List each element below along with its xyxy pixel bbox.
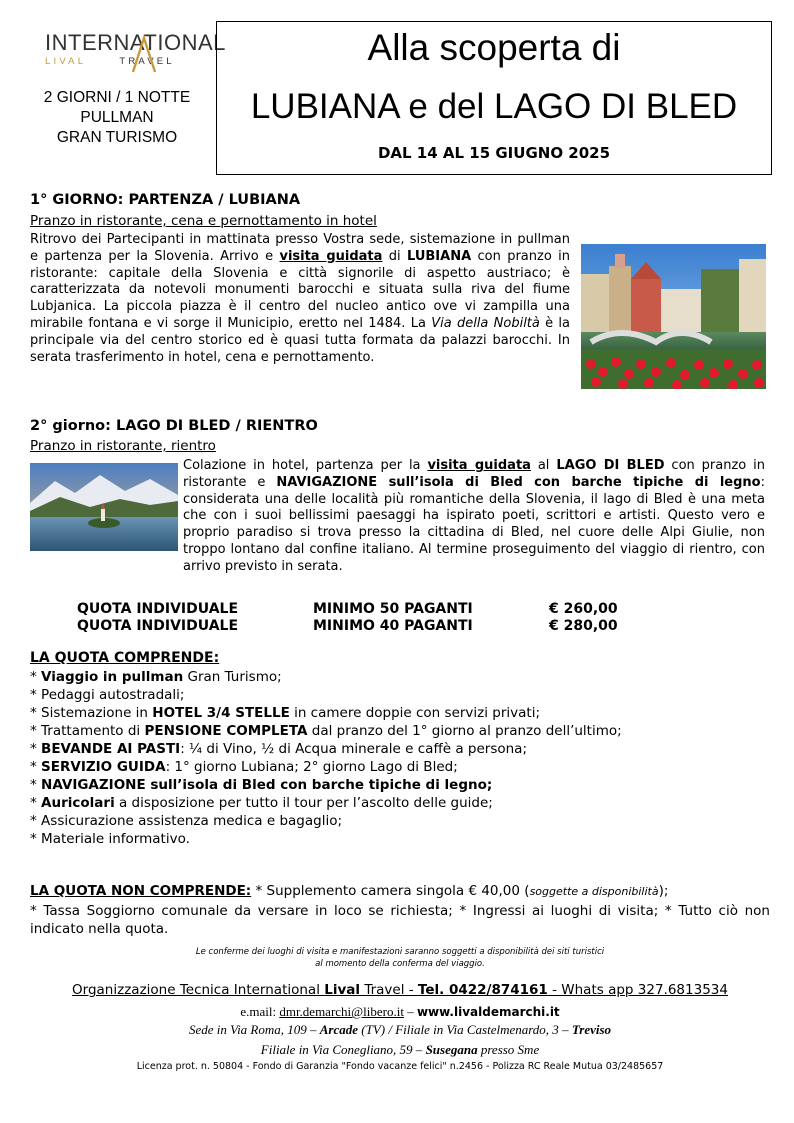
price-row: QUOTA INDIVIDUALE MINIMO 40 PAGANTI € 280,00 (77, 618, 618, 634)
day2-text-top: Colazione in hotel, partenza per la visita guidata al LAGO DI BLED con pranzo in ristorante e NAVIGAZIONE sull’isola di Bled con barche tipiche di legno: considerata una delle località più romantiche della Slovenia, il lago di Bled è una meta che con i suoi bellissimi paesaggi ha ispirato poeti, scrittori e artisti. Questo vero e proprio paradiso si trova presso la cittadina di Bled, nel cuore delle Alpi Giulie, non troppo lontano dal confine italiano. Al termine proseguimento del viaggio di rientro, con arrivo previsto in serata. (183, 458, 766, 574)
logo-lival: LIVAL (45, 56, 86, 67)
availability-note: Le conferme dei luoghi di visita e manifestazioni saranno soggetti a disponibilità dei siti turistici al momento della conferma del viaggio. (195, 947, 605, 969)
logo-chevron-icon (131, 34, 157, 74)
list-item: * Viaggio in pullman Gran Turismo; (30, 669, 282, 685)
list-item: * Pedaggi autostradali; (30, 687, 185, 703)
excludes-more: * Tassa Soggiorno comunale da versare in loco se richiesta; * Ingressi ai luoghi di visita; * Tutto ciò non indicato nella quota. (30, 903, 770, 937)
list-item: * NAVIGAZIONE sull’isola di Bled con barche tipiche di legno; (30, 777, 493, 793)
includes-title: LA QUOTA COMPRENDE: (30, 650, 220, 666)
title-line2: LUBIANA e del LAGO DI BLED (250, 87, 738, 126)
price-row: QUOTA INDIVIDUALE MINIMO 50 PAGANTI € 260,00 (77, 601, 618, 617)
trip-dates: DAL 14 AL 15 GIUGNO 2025 (377, 144, 611, 162)
logo-travel: TRAVEL (119, 56, 175, 67)
brand-logo (45, 30, 226, 75)
contact-line: e.mail: dmr.demarchi@libero.it – www.livaldemarchi.it (240, 1004, 560, 1019)
logo-name: INTERNATIONAL (45, 30, 226, 55)
day1-text: Ritrovo dei Partecipanti in mattinata presso Vostra sede, sistemazione in pullman e partenza per la Slovenia. Arrivo e visita guidata di LUBIANA con pranzo in ristorante: capitale della Slovenia e città signorile di aspetto austriaco; è caratterizzata da notevoli monumenti barocchi e situata sulla riva del fiume Lubjanica. La piccola piazza è il centro del nucleo antico ove vi zampilla una mirabile fontana e vi sorge il Municipio, eretto nel 1484. La Via della Nobiltà è la principale via del centro storico ed è quasi tutta formata da palazzi barocchi. In serata trasferimento in hotel, cena e pernottamento. (30, 232, 570, 365)
list-item: * Trattamento di PENSIONE COMPLETA dal pranzo del 1° giorno al pranzo dell’ultimo; (30, 723, 622, 739)
license-line: Licenza prot. n. 50804 - Fondo di Garanzia "Fondo vacanze felici" n.2456 - Polizza RC Reale Mutua 03/2485657 (136, 1061, 664, 1072)
list-item: * Sistemazione in HOTEL 3/4 STELLE in camere doppie con servizi privati; (30, 705, 541, 721)
lake-bled-photo (30, 463, 178, 551)
list-item: * SERVIZIO GUIDA: 1° giorno Lubiana; 2° giorno Lago di Bled; (30, 759, 458, 775)
day2-title: 2° giorno: LAGO DI BLED / RIENTRO (30, 418, 318, 434)
filiale-line: Filiale in Via Conegliano, 59 – Susegana presso Sme (260, 1042, 540, 1057)
title-line1: Alla scoperta di (367, 27, 621, 68)
list-item: * Auricolari a disposizione per tutto il tour per l’ascolto delle guide; (30, 795, 493, 811)
ljubljana-photo (581, 244, 766, 389)
excludes: LA QUOTA NON COMPRENDE: * Supplemento camera singola € 40,00 (soggette a disponibilità); (30, 883, 669, 899)
list-item: * BEVANDE AI PASTI: ¼ di Vino, ½ di Acqua minerale e caffè a persona; (30, 741, 527, 757)
day2-subtitle: Pranzo in ristorante, rientro (30, 438, 216, 454)
day1-subtitle: Pranzo in ristorante, cena e pernottamento in hotel (30, 213, 377, 229)
website-link[interactable]: www.livaldemarchi.it (416, 1005, 560, 1019)
list-item: * Assicurazione assistenza medica e bagaglio; (30, 813, 343, 829)
includes-list (30, 668, 770, 848)
day1-title: 1° GIORNO: PARTENZA / LUBIANA (30, 192, 301, 208)
trip-info: 2 GIORNI / 1 NOTTE PULLMAN GRAN TURISMO (43, 89, 191, 146)
organization-line: Organizzazione Tecnica International Lival Travel - Tel. 0422/874161 - Whats app 327.6813534 (72, 982, 728, 998)
list-item: * Materiale informativo. (30, 831, 190, 847)
email-link[interactable]: dmr.demarchi@libero.it (279, 1004, 404, 1019)
phone-link[interactable]: Tel. 0422/874161 (417, 982, 548, 998)
sede-line: Sede in Via Roma, 109 – Arcade (TV) / Filiale in Via Castelmenardo, 3 – Treviso (188, 1022, 612, 1037)
